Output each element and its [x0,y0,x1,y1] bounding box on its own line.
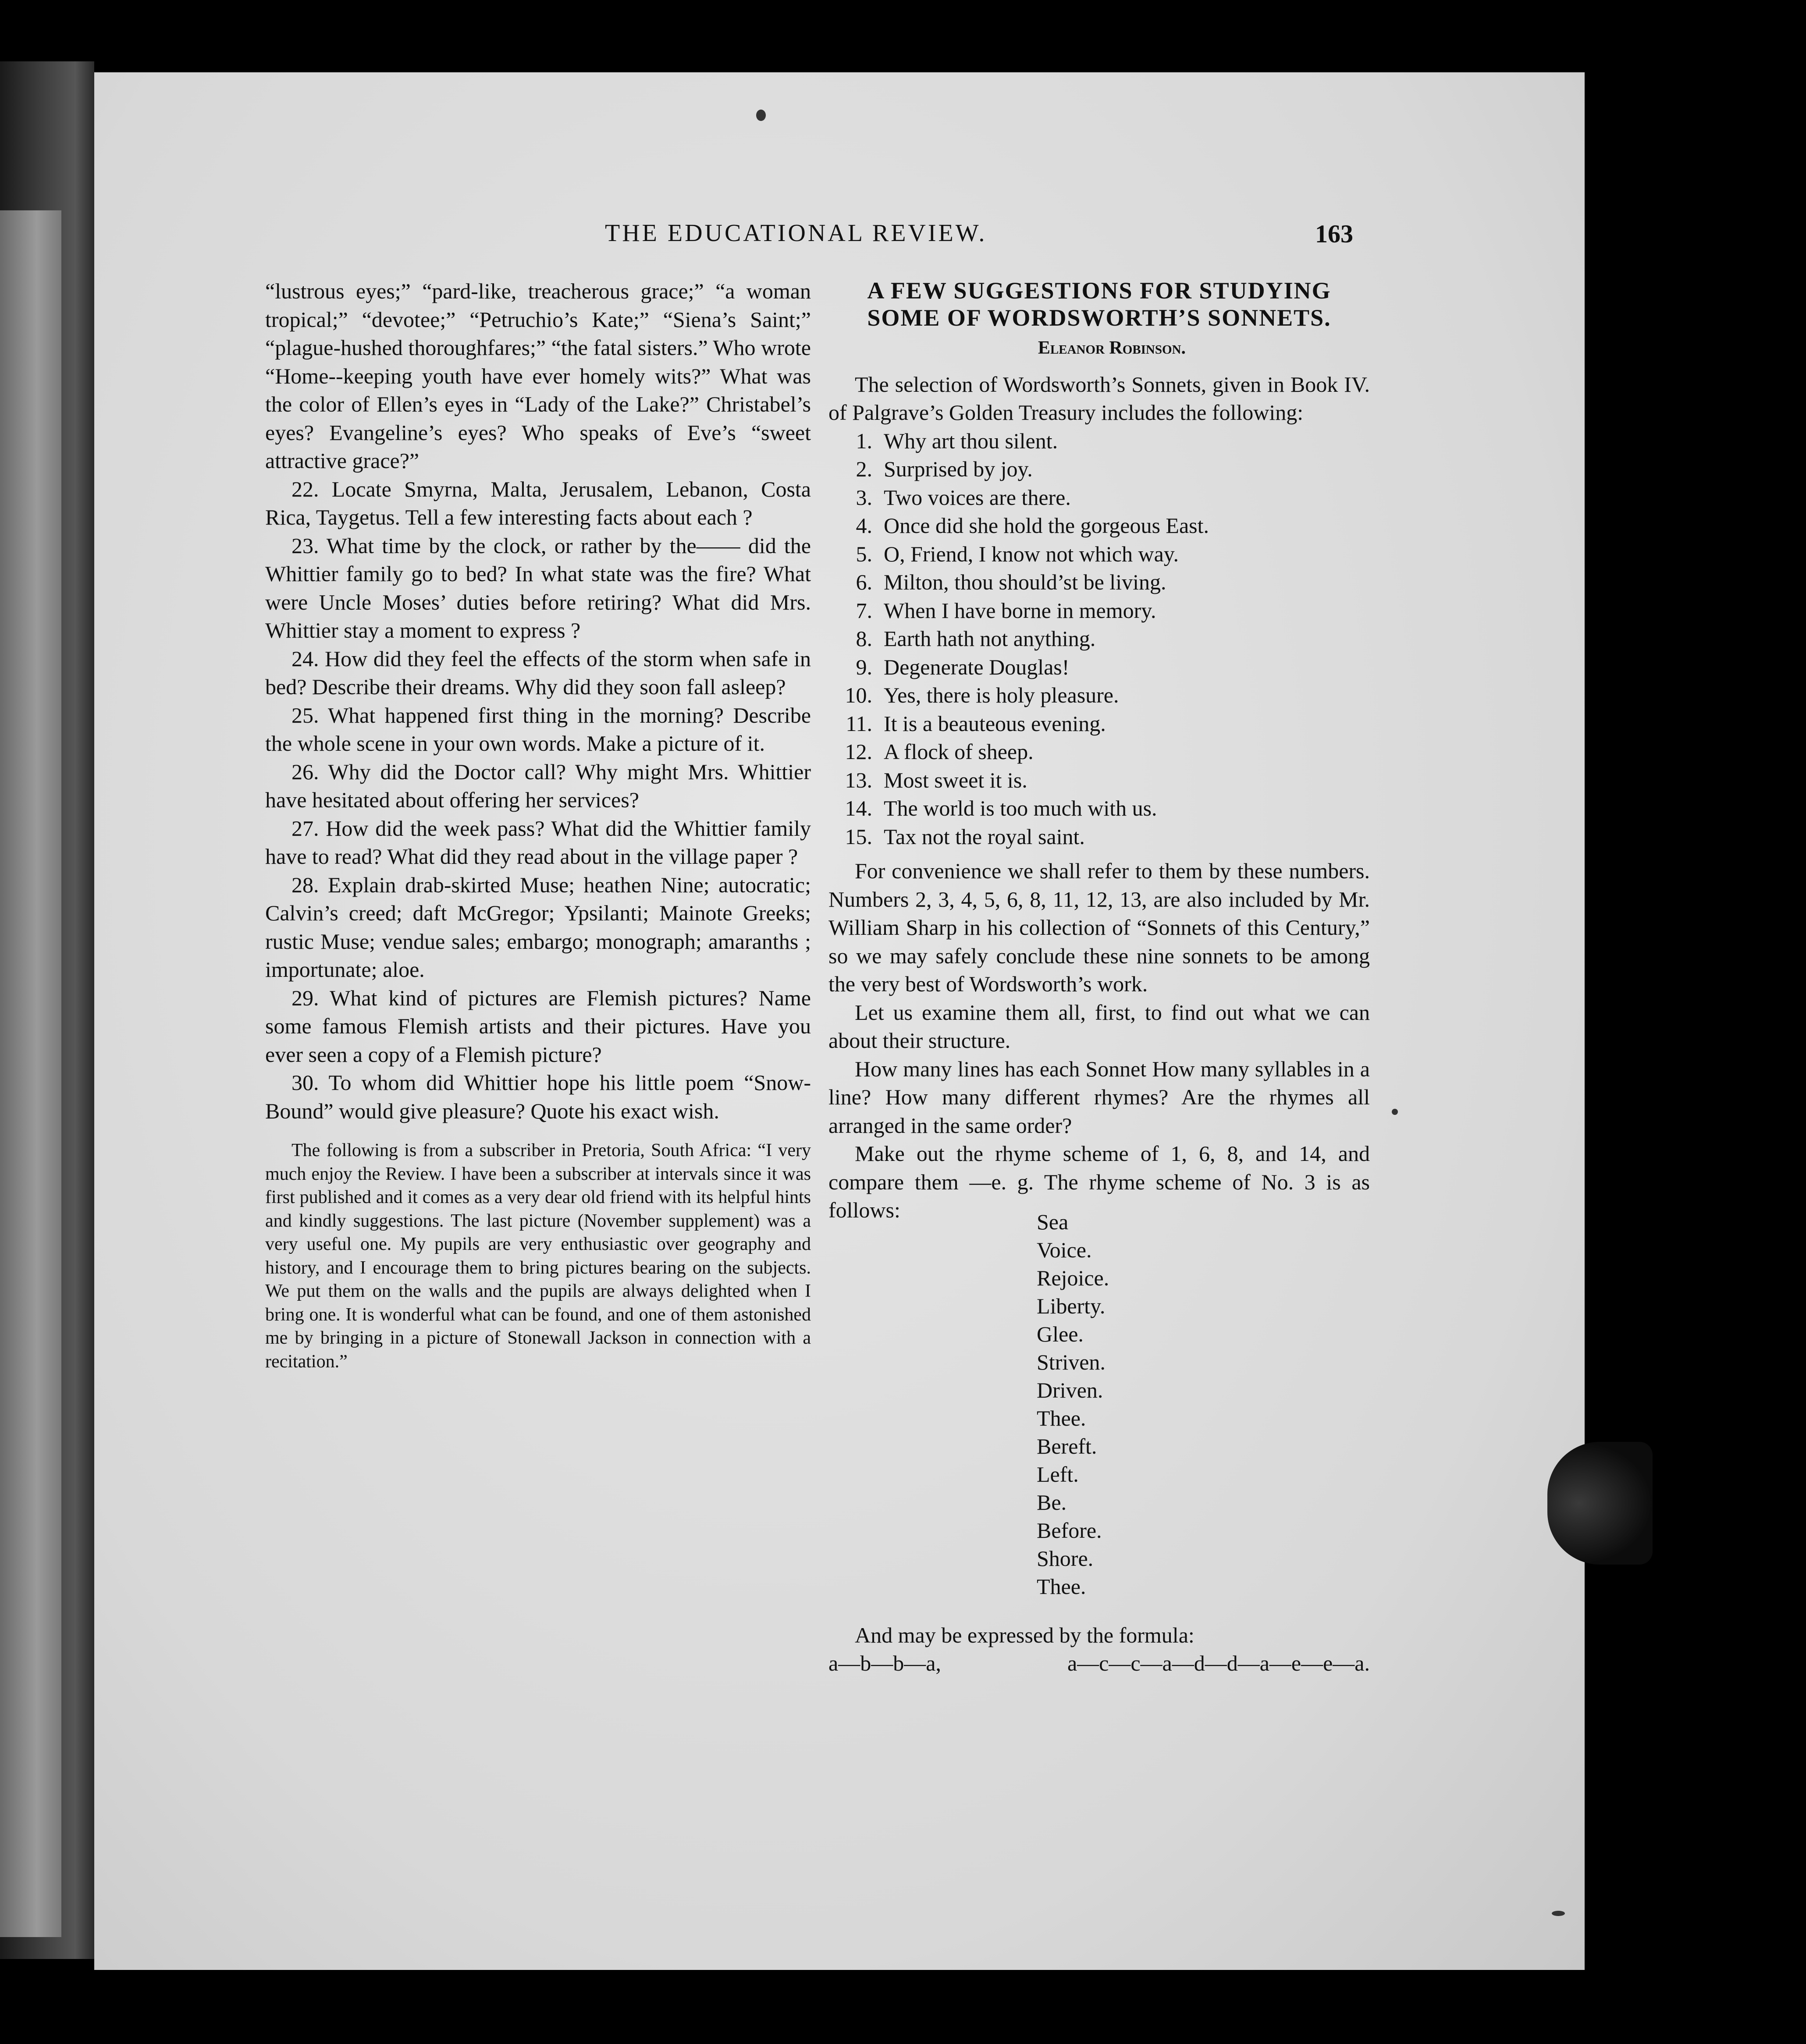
article-author: Eleanor Robinson. [1038,338,1186,358]
sonnet-number: 15. [845,824,872,849]
previous-page-edge [0,210,61,1937]
rhyme-word: Liberty. [1037,1293,1106,1318]
question-26: 26. Why did the Doctor call? Why might Mrs. Whittier have hesitated about offering her services? [265,759,811,812]
sonnet-title: Milton, thou should’st be living. [884,570,1166,594]
rhyme-word: Driven. [1037,1377,1103,1402]
paragraph-questions: How many lines has each Sonnet How many syllables in a line? How many different rhymes? Are the rhymes all arranged in the same order? [828,1056,1370,1138]
rhyme-word: Rejoice. [1037,1265,1109,1290]
list-item [828,710,1370,738]
dust-speck [1392,1109,1398,1115]
formula-intro: And may be expressed by the formula: [855,1622,1195,1647]
question-29: 29. What kind of pictures are Flemish pictures? Name some famous Flemish artists and their pictures. Have you ever seen a copy of a Flemish picture? [265,985,811,1067]
sonnet-title: Once did she hold the gorgeous East. [884,513,1209,538]
paragraph-quotations: “lustrous eyes;” “pard-like, treacherous grace;” “a woman tropical;” “devotee;” “Petruchio’s Kate;” “Siena’s Saint;” “plague-hushed thoroughfares;” “the fatal sisters.” Who wrote “Home--keeping youth have ever homely wits?” What was the color of Ellen’s eyes in “Lady of the Lake?” Christabel’s eyes? Evangeline’s eyes? Who speaks of Eve’s “sweet attractive grace?” [265,279,811,473]
question-23: 23. What time by the clock, or rather by the—— did the Whittier family go to bed? In what state was the fire? What were Uncle Moses’ duties before retiring? What did Mrs. Whittier stay a moment to express ? [265,533,811,642]
article-intro: The selection of Wordsworth’s Sonnets, given in Book IV. of Palgrave’s Golden Treasury includes the following: [828,372,1370,425]
rhyme-word: Shore. [1037,1546,1094,1571]
sonnet-title: O, Friend, I know not which way. [884,541,1179,566]
sonnet-title: Yes, there is holy pleasure. [884,683,1119,707]
page-number: 163 [1315,220,1353,248]
question-22: 22. Locate Smyrna, Malta, Jerusalem, Lebanon, Costa Rica, Taygetus. Tell a few interesting facts about each ? [265,476,811,529]
rhyme-scheme [828,1209,1370,1621]
list-item [828,625,1370,653]
article-title-line-2: SOME OF WORDSWORTH’S SONNETS. [867,305,1331,331]
dust-speck [756,110,766,121]
sonnet-list [828,427,1370,851]
left-column [265,277,811,1373]
thumb-shadow [1547,1442,1653,1565]
running-title: THE EDUCATIONAL REVIEW. [605,220,987,247]
question-25: 25. What happened first thing in the morning? Describe the whole scene in your own words. Make a picture of it. [265,703,811,756]
rhyme-word: Thee. [1037,1405,1086,1430]
sonnet-number: 14. [845,796,872,820]
list-item [828,681,1370,710]
rhyme-word: Left. [1037,1462,1079,1487]
rhyme-word: Be. [1037,1490,1067,1515]
list-item [828,540,1370,568]
question-30: 30. To whom did Whittier hope his little poem “Snow-Bound” would give pleasure? Quote his exact wish. [265,1070,811,1123]
formula-sestet: a—c—c—a—d—d—a—e—e—a. [1067,1651,1370,1675]
question-28: 28. Explain drab-skirted Muse; heathen Nine; autocratic; Calvin’s creed; daft McGregor; Ypsilanti; Mainote Greeks; rustic Muse; vendue sales; embargo; monograph; amaranths ; importunate; aloe. [265,872,811,982]
paragraph-convenience: For convenience we shall refer to them by these numbers. Numbers 2, 3, 4, 5, 6, 8, 11, 12, 13, are also included by Mr. William Sharp in his collection of “Sonnets of this Century,” so we may safely conclude these nine sonnets to be among the very best of Wordsworth’s work. [828,859,1370,996]
list-item [828,738,1370,766]
sonnet-number: 2. [856,457,872,481]
sonnet-title: It is a beauteous evening. [884,711,1106,736]
sonnet-title: Most sweet it is. [884,767,1027,792]
subscriber-note: The following is from a subscriber in Pretoria, South Africa: “I very much enjoy the Review. I have been a subscriber at intervals since it was first published and it comes as a very dear old friend with its helpful hints and kindly suggestions. The last picture (November supplement) was a very useful one. My pupils are very enthusiastic over geography and history, and I encourage them to bring pictures bearing on the subjects. We put them on the walls and the pupils are always delighted when I bring one. It is wonderful what can be found, and one of them astonished me by bringing in a picture of Stonewall Jackson in connection with a recitation.” [265,1140,811,1372]
list-item [828,483,1370,512]
sonnet-number: 12. [845,739,872,764]
rhyme-word: Bereft. [1037,1434,1097,1458]
sonnet-number: 7. [856,598,872,623]
sonnet-number: 6. [856,570,872,594]
sonnet-number: 8. [856,626,872,651]
list-item [828,653,1370,681]
list-item [828,766,1370,795]
sonnet-number: 1. [856,428,872,453]
sonnet-number: 3. [856,485,872,510]
list-item [828,568,1370,596]
list-item [828,596,1370,625]
sonnet-title: When I have borne in memory. [884,598,1156,623]
rhyme-word: Voice. [1037,1237,1092,1262]
sonnet-title: Degenerate Douglas! [884,654,1070,679]
sonnet-number: 10. [845,683,872,707]
sonnet-title: A flock of sheep. [884,739,1034,764]
rhyme-word: Striven. [1037,1349,1106,1374]
rhyme-word: Glee. [1037,1321,1084,1346]
sonnet-title: Surprised by joy. [884,457,1033,481]
paragraph-rhyme-intro: Make out the rhyme scheme of 1, 6, 8, and 14, and compare them —e. g. The rhyme scheme of No. 3 is as follows: [828,1141,1370,1222]
paragraph-examine: Let us examine them all, first, to find out what we can about their structure. [828,1000,1370,1053]
sonnet-number: 4. [856,513,872,538]
sonnet-number: 11. [846,711,872,736]
sonnet-number: 5. [856,541,872,566]
sonnet-title: Earth hath not anything. [884,626,1096,651]
list-item [828,823,1370,851]
rhyme-word: Before. [1037,1518,1102,1543]
list-item [828,794,1370,823]
article-title-line-1: A FEW SUGGESTIONS FOR STUDYING [867,277,1331,304]
right-column [828,277,1370,1678]
question-27: 27. How did the week pass? What did the Whittier family have to read? What did they read about in the village paper ? [265,816,811,869]
list-item [828,455,1370,483]
sonnet-number: 13. [845,767,872,792]
question-24: 24. How did they feel the effects of the storm when safe in bed? Describe their dreams. Why did they soon fall asleep? [265,646,811,699]
sonnet-number: 9. [856,654,872,679]
sonnet-title: Why art thou silent. [884,428,1058,453]
dust-speck [1552,1911,1565,1916]
rhyme-word: Sea [1037,1209,1069,1234]
list-item [828,427,1370,455]
sonnet-title: The world is too much with us. [884,796,1157,820]
rhyme-word-list [1037,1208,1109,1600]
rhyme-word: Thee. [1037,1574,1086,1599]
list-item [828,511,1370,540]
sonnet-title: Two voices are there. [884,485,1071,510]
sonnet-title: Tax not the royal saint. [884,824,1085,849]
rhyme-formula [828,1649,1370,1678]
formula-octave: a—b—b—a, [828,1651,941,1675]
